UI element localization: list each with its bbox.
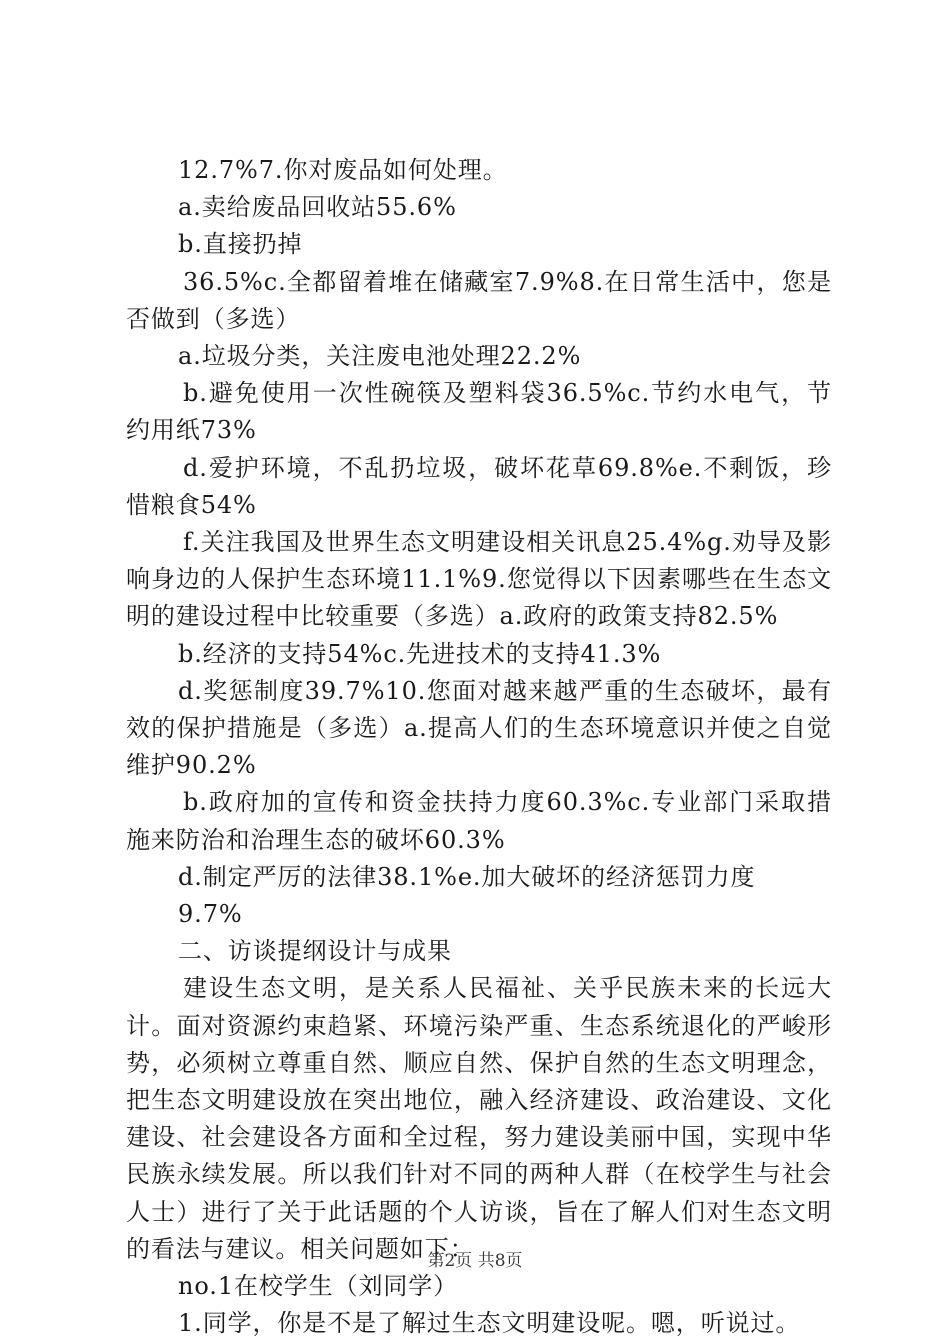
line-q7-a: a.卖给废品回收站55.6% xyxy=(178,193,457,222)
line-q8-a: a.垃圾分类，关注废电池处理22.2% xyxy=(178,342,582,371)
paragraph-q7-c-q8: 36.5%c.全都留着堆在储藏室7.9%8.在日常生活中，您是否做到（多选） xyxy=(126,267,832,333)
line-q9-b-c: b.经济的支持54%c.先进技术的支持41.3% xyxy=(178,639,662,668)
paragraph-interview-intro: 建设生态文明，是关系人民福祉、关乎民族未来的长远大计。面对资源约束趋紧、环境污染严重、生态系统退化的严峻形势，必须树立尊重自然、顺应自然、保护自然的生态文明理念，把生态文明建设放在突出地位，融入经济建设、政治建设、文化建设、社会建设各方面和全过程，努力建设美丽中国，实现中华民族永续发展。所以我们针对不同的两种人群（在校学生与社会人士）进行了关于此话题的个人访谈，旨在了解人们对生态文明的看法与建议。相关问题如下： xyxy=(126,974,832,1263)
page-footer: 第2页 共8页 xyxy=(427,1251,523,1271)
paragraph-q8-d-e: d.爱护环境，不乱扔垃圾，破坏花草69.8%e.不剩饭，珍惜粮食54% xyxy=(126,453,832,519)
line-q7-header: 12.7%7.你对废品如何处理。 xyxy=(178,156,508,184)
line-q10-d-e: d.制定严厉的法律38.1%e.加大破坏的经济惩罚力度 xyxy=(178,862,756,891)
paragraph-q10-b-c: b.政府加的宣传和资金扶持力度60.3%c.专业部门采取措施来防治和治理生态的破坏60.3% xyxy=(126,788,832,854)
paragraph-q8-b-c: b.避免使用一次性碗筷及塑料袋36.5%c.节约水电气，节约用纸73% xyxy=(126,379,832,445)
line-interview-q1: 1.同学，你是不是了解过生态文明建设呢。嗯，听说过。 xyxy=(178,1309,801,1338)
line-interviewee-1: no.1在校学生（刘同学） xyxy=(178,1272,459,1301)
line-q7-b: b.直接扔掉 xyxy=(178,230,303,259)
paragraph-q8-f-g-q9: f.关注我国及世界生态文明建设相关讯息25.4%g.劝导及影响身边的人保护生态环境11.1%9.您觉得以下因素哪些在生态文明的建设过程中比较重要（多选）a.政府的政策支持82.5% xyxy=(126,528,832,631)
line-q10-e-value: 9.7% xyxy=(178,900,243,929)
paragraph-q9-d-q10: d.奖惩制度39.7%10.您面对越来越严重的生态破坏，最有效的保护措施是（多选）a.提高人们的生态环境意识并使之自觉维护90.2% xyxy=(126,676,832,780)
document-body xyxy=(126,152,832,1343)
section-heading-interview: 二、访谈提纲设计与成果 xyxy=(178,937,452,966)
